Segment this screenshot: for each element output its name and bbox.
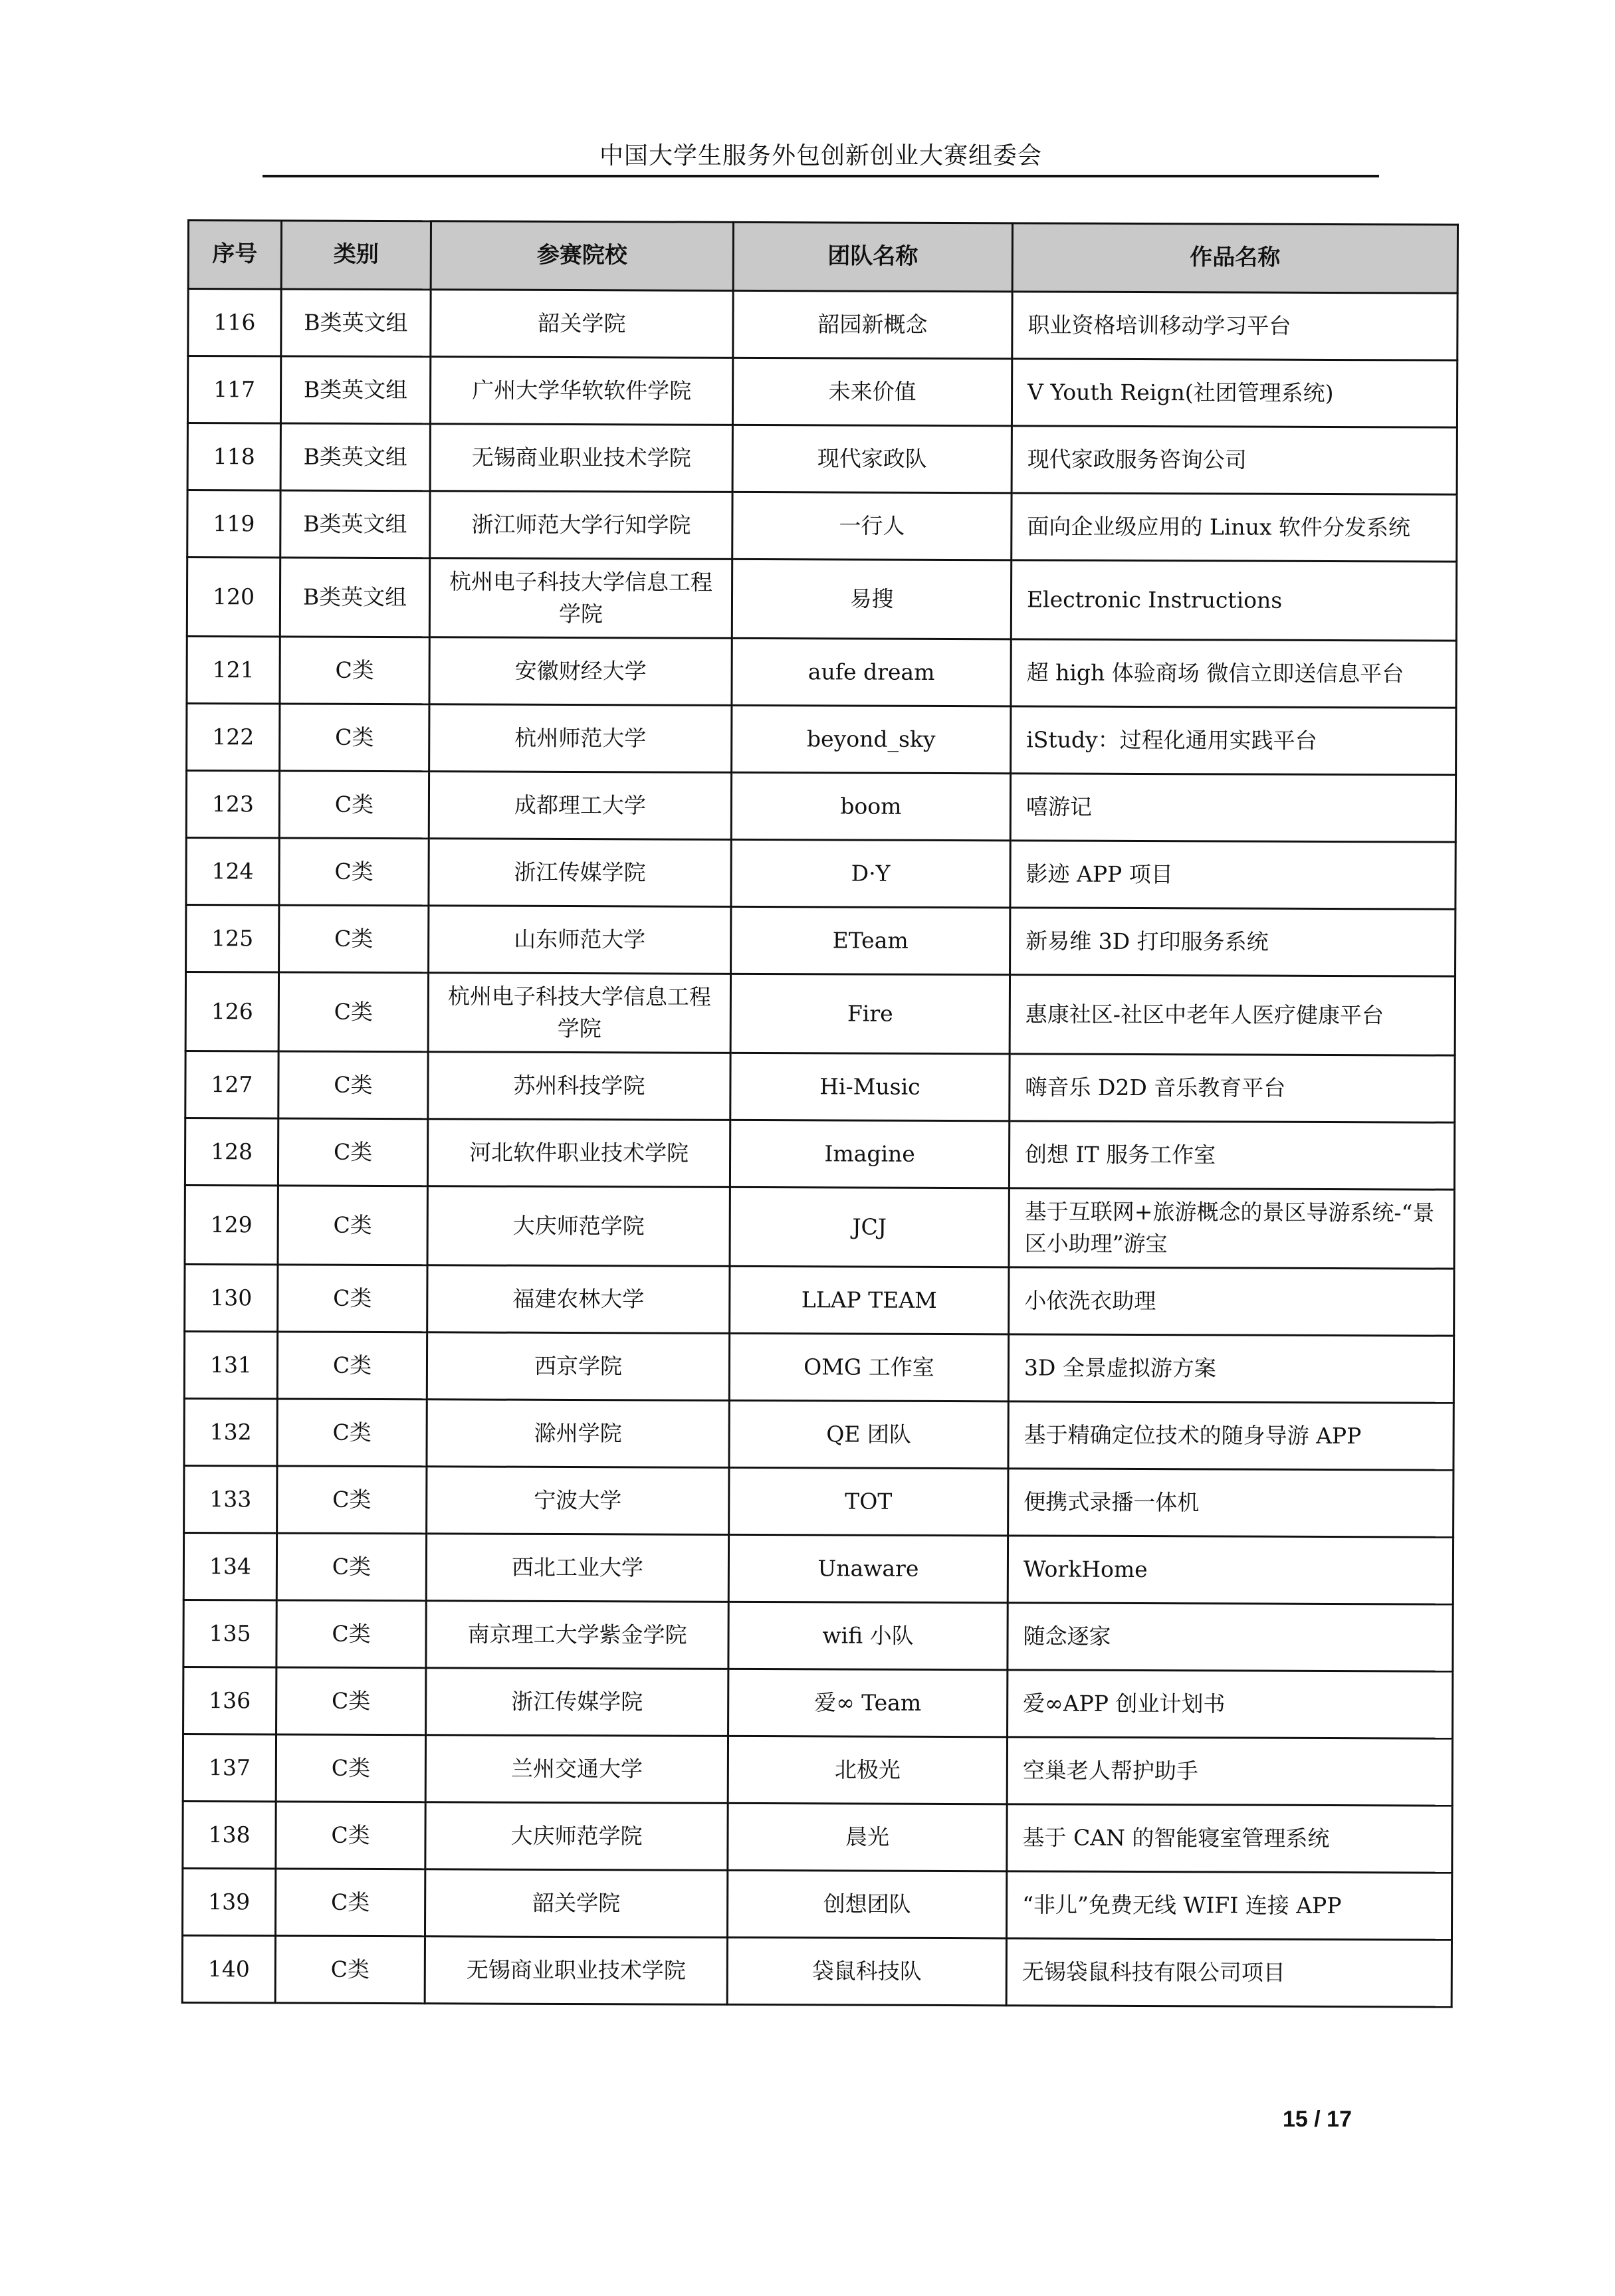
cell-no: 135 xyxy=(183,1600,276,1667)
cell-category: B类英文组 xyxy=(280,423,430,491)
cell-school: 杭州电子科技大学信息工程学院 xyxy=(429,558,732,639)
cell-team: OMG 工作室 xyxy=(729,1333,1008,1401)
page-number: 15 / 17 xyxy=(1283,2107,1352,2132)
column-header-school: 参赛院校 xyxy=(431,221,733,291)
cell-category: C类 xyxy=(276,1533,426,1601)
cell-no: 140 xyxy=(182,1935,275,2002)
cell-no: 121 xyxy=(187,637,280,704)
cell-team: 韶园新概念 xyxy=(733,290,1012,358)
cell-team: 晨光 xyxy=(728,1803,1007,1871)
table-row xyxy=(187,637,1456,708)
cell-team: 创想团队 xyxy=(727,1870,1006,1938)
cell-school: 韶关学院 xyxy=(425,1869,727,1938)
table-row xyxy=(188,289,1457,361)
cell-no: 127 xyxy=(185,1051,278,1118)
cell-category: C类 xyxy=(280,704,429,772)
cell-school: 浙江传媒学院 xyxy=(429,839,731,907)
cell-school: 大庆师范学院 xyxy=(427,1186,730,1267)
cell-team: Unaware xyxy=(728,1534,1008,1602)
cell-work: 影迹 APP 项目 xyxy=(1010,841,1455,909)
cell-no: 128 xyxy=(185,1118,278,1185)
cell-school: 西京学院 xyxy=(427,1332,729,1401)
cell-category: C类 xyxy=(276,1667,426,1735)
column-header-category: 类别 xyxy=(281,221,431,290)
cell-school: 成都理工大学 xyxy=(429,772,731,840)
column-header-team: 团队名称 xyxy=(733,222,1012,291)
cell-category: C类 xyxy=(279,771,429,839)
cell-no: 133 xyxy=(184,1465,277,1532)
cell-school: 滁州学院 xyxy=(427,1400,729,1468)
cell-no: 126 xyxy=(185,972,278,1051)
cell-team: D·Y xyxy=(731,839,1010,907)
table-row xyxy=(187,356,1457,428)
table-row xyxy=(184,1465,1454,1537)
cell-work: 惠康社区-社区中老年人医疗健康平台 xyxy=(1010,975,1455,1055)
cell-category: C类 xyxy=(278,1186,427,1265)
cell-school: 山东师范大学 xyxy=(429,906,731,974)
cell-category: C类 xyxy=(279,905,429,973)
cell-team: Fire xyxy=(730,974,1010,1053)
table-row xyxy=(183,1801,1452,1873)
cell-category: C类 xyxy=(280,637,429,704)
cell-category: C类 xyxy=(277,1399,427,1467)
cell-team: TOT xyxy=(729,1467,1008,1535)
cell-work: 新易维 3D 打印服务系统 xyxy=(1010,908,1455,976)
cell-team: Hi-Music xyxy=(730,1053,1010,1120)
cell-team: 一行人 xyxy=(732,492,1012,560)
cell-no: 125 xyxy=(186,904,279,972)
cell-team: wifi 小队 xyxy=(728,1602,1008,1669)
table-row xyxy=(184,1331,1454,1403)
cell-school: 西北工业大学 xyxy=(426,1534,728,1602)
table-row xyxy=(186,837,1455,909)
cell-work: iStudy：过程化通用实践平台 xyxy=(1011,706,1456,775)
cell-category: C类 xyxy=(275,1936,425,2004)
cell-no: 132 xyxy=(184,1398,277,1465)
cell-work: 便携式录播一体机 xyxy=(1008,1469,1454,1537)
cell-school: 兰州交通大学 xyxy=(425,1735,728,1804)
cell-team: beyond_sky xyxy=(732,705,1011,773)
cell-team: 易搜 xyxy=(732,559,1011,639)
table-row xyxy=(184,1398,1454,1470)
table-row xyxy=(183,1667,1453,1738)
cell-school: 浙江传媒学院 xyxy=(426,1668,728,1736)
cell-team: 北极光 xyxy=(728,1736,1007,1804)
cell-work: 小依洗衣助理 xyxy=(1009,1267,1454,1336)
cell-no: 129 xyxy=(185,1185,278,1264)
table-row xyxy=(185,1185,1454,1269)
table-header-row xyxy=(188,221,1457,294)
results-table xyxy=(181,219,1459,2008)
cell-work: 职业资格培训移动学习平台 xyxy=(1012,292,1457,360)
cell-no: 118 xyxy=(187,423,280,490)
cell-category: B类英文组 xyxy=(280,490,430,558)
column-header-work: 作品名称 xyxy=(1012,223,1457,293)
cell-team: 未来价值 xyxy=(732,358,1012,425)
cell-no: 131 xyxy=(184,1331,277,1398)
cell-school: 杭州电子科技大学信息工程学院 xyxy=(428,973,730,1053)
cell-work: 空巢老人帮护助手 xyxy=(1007,1737,1452,1806)
cell-category: C类 xyxy=(278,972,428,1052)
cell-school: 宁波大学 xyxy=(427,1467,729,1535)
table-row xyxy=(183,1600,1453,1671)
cell-no: 123 xyxy=(186,771,279,838)
cell-work: 现代家政服务咨询公司 xyxy=(1012,426,1457,494)
cell-team: 袋鼠科技队 xyxy=(727,1937,1006,2005)
cell-work: 超 high 体验商场 微信立即送信息平台 xyxy=(1011,639,1456,708)
cell-work: 基于精确定位技术的随身导游 APP xyxy=(1008,1402,1454,1470)
cell-team: QE 团队 xyxy=(729,1400,1008,1468)
cell-team: 爱∞ Team xyxy=(728,1669,1008,1736)
cell-work: 爱∞APP 创业计划书 xyxy=(1008,1670,1453,1738)
document-header-title: 中国大学生服务外包创新创业大赛组委会 xyxy=(599,142,1042,169)
cell-school: 南京理工大学紫金学院 xyxy=(426,1601,728,1669)
cell-school: 福建农林大学 xyxy=(427,1265,730,1334)
cell-category: C类 xyxy=(275,1869,425,1936)
cell-team: 现代家政队 xyxy=(732,425,1012,492)
table-row xyxy=(182,1935,1452,2007)
cell-no: 137 xyxy=(183,1734,276,1801)
table-row xyxy=(185,1118,1454,1190)
cell-category: C类 xyxy=(278,1265,427,1332)
cell-work: 创想 IT 服务工作室 xyxy=(1009,1121,1454,1190)
cell-work: 随念逐家 xyxy=(1008,1603,1453,1671)
cell-no: 136 xyxy=(183,1667,276,1734)
table-row xyxy=(183,1532,1453,1604)
cell-category: C类 xyxy=(278,1118,427,1186)
cell-no: 139 xyxy=(182,1868,275,1935)
cell-school: 广州大学华软软件学院 xyxy=(430,357,732,425)
cell-no: 122 xyxy=(187,704,280,771)
cell-work: WorkHome xyxy=(1008,1536,1453,1604)
cell-no: 138 xyxy=(183,1801,276,1868)
cell-work: 嗨音乐 D2D 音乐教育平台 xyxy=(1010,1054,1455,1122)
cell-work: 面向企业级应用的 Linux 软件分发系统 xyxy=(1012,493,1457,562)
cell-no: 134 xyxy=(183,1532,276,1600)
cell-category: C类 xyxy=(277,1332,427,1400)
cell-work: V Youth Reign(社团管理系统) xyxy=(1012,359,1457,427)
cell-team: boom xyxy=(731,772,1010,840)
table-row xyxy=(187,704,1456,776)
table-row xyxy=(185,1051,1455,1122)
cell-school: 河北软件职业技术学院 xyxy=(427,1119,730,1188)
cell-no: 130 xyxy=(185,1264,278,1331)
cell-no: 116 xyxy=(188,289,281,356)
cell-work: 3D 全景虚拟游方案 xyxy=(1008,1334,1454,1403)
cell-work: 嘻游记 xyxy=(1010,774,1455,842)
cell-category: C类 xyxy=(276,1600,426,1668)
cell-team: LLAP TEAM xyxy=(730,1266,1009,1334)
cell-school: 安徽财经大学 xyxy=(429,637,732,706)
cell-work: Electronic Instructions xyxy=(1011,560,1456,641)
cell-work: 无锡袋鼠科技有限公司项目 xyxy=(1006,1938,1452,2007)
table-row xyxy=(185,972,1455,1055)
table-row xyxy=(186,771,1455,843)
header-rule xyxy=(263,175,1379,177)
cell-team: aufe dream xyxy=(732,638,1011,706)
table-row xyxy=(183,1734,1452,1806)
cell-school: 大庆师范学院 xyxy=(425,1802,728,1871)
cell-school: 无锡商业职业技术学院 xyxy=(425,1936,727,2005)
table-row xyxy=(182,1868,1452,1940)
cell-category: C类 xyxy=(277,1466,427,1534)
cell-category: C类 xyxy=(276,1802,425,1869)
cell-category: C类 xyxy=(276,1734,425,1802)
cell-no: 119 xyxy=(187,490,280,558)
cell-category: B类英文组 xyxy=(280,558,429,637)
cell-work: “非儿”免费无线 WIFI 连接 APP xyxy=(1006,1871,1452,1940)
cell-team: JCJ xyxy=(730,1187,1009,1267)
column-header-no: 序号 xyxy=(188,221,281,289)
cell-category: C类 xyxy=(279,838,429,906)
table-row xyxy=(187,490,1457,562)
cell-team: Imagine xyxy=(730,1120,1009,1188)
table-row xyxy=(186,904,1455,976)
cell-no: 124 xyxy=(186,837,279,904)
cell-school: 浙江师范大学行知学院 xyxy=(430,491,732,560)
table-row xyxy=(185,1264,1454,1336)
cell-school: 无锡商业职业技术学院 xyxy=(430,424,732,492)
cell-no: 117 xyxy=(187,356,280,423)
cell-school: 杭州师范大学 xyxy=(429,704,732,773)
cell-work: 基于 CAN 的智能寝室管理系统 xyxy=(1007,1804,1452,1873)
cell-category: C类 xyxy=(278,1051,428,1119)
cell-school: 苏州科技学院 xyxy=(428,1052,730,1120)
table-row xyxy=(187,558,1456,641)
cell-category: B类英文组 xyxy=(280,356,430,424)
table-row xyxy=(187,423,1457,495)
cell-category: B类英文组 xyxy=(281,289,431,357)
cell-no: 120 xyxy=(187,558,280,637)
cell-work: 基于互联网+旅游概念的景区导游系统-“景区小助理”游宝 xyxy=(1009,1188,1454,1269)
cell-team: ETeam xyxy=(731,906,1010,974)
cell-school: 韶关学院 xyxy=(431,290,733,358)
table-body xyxy=(182,289,1457,2008)
